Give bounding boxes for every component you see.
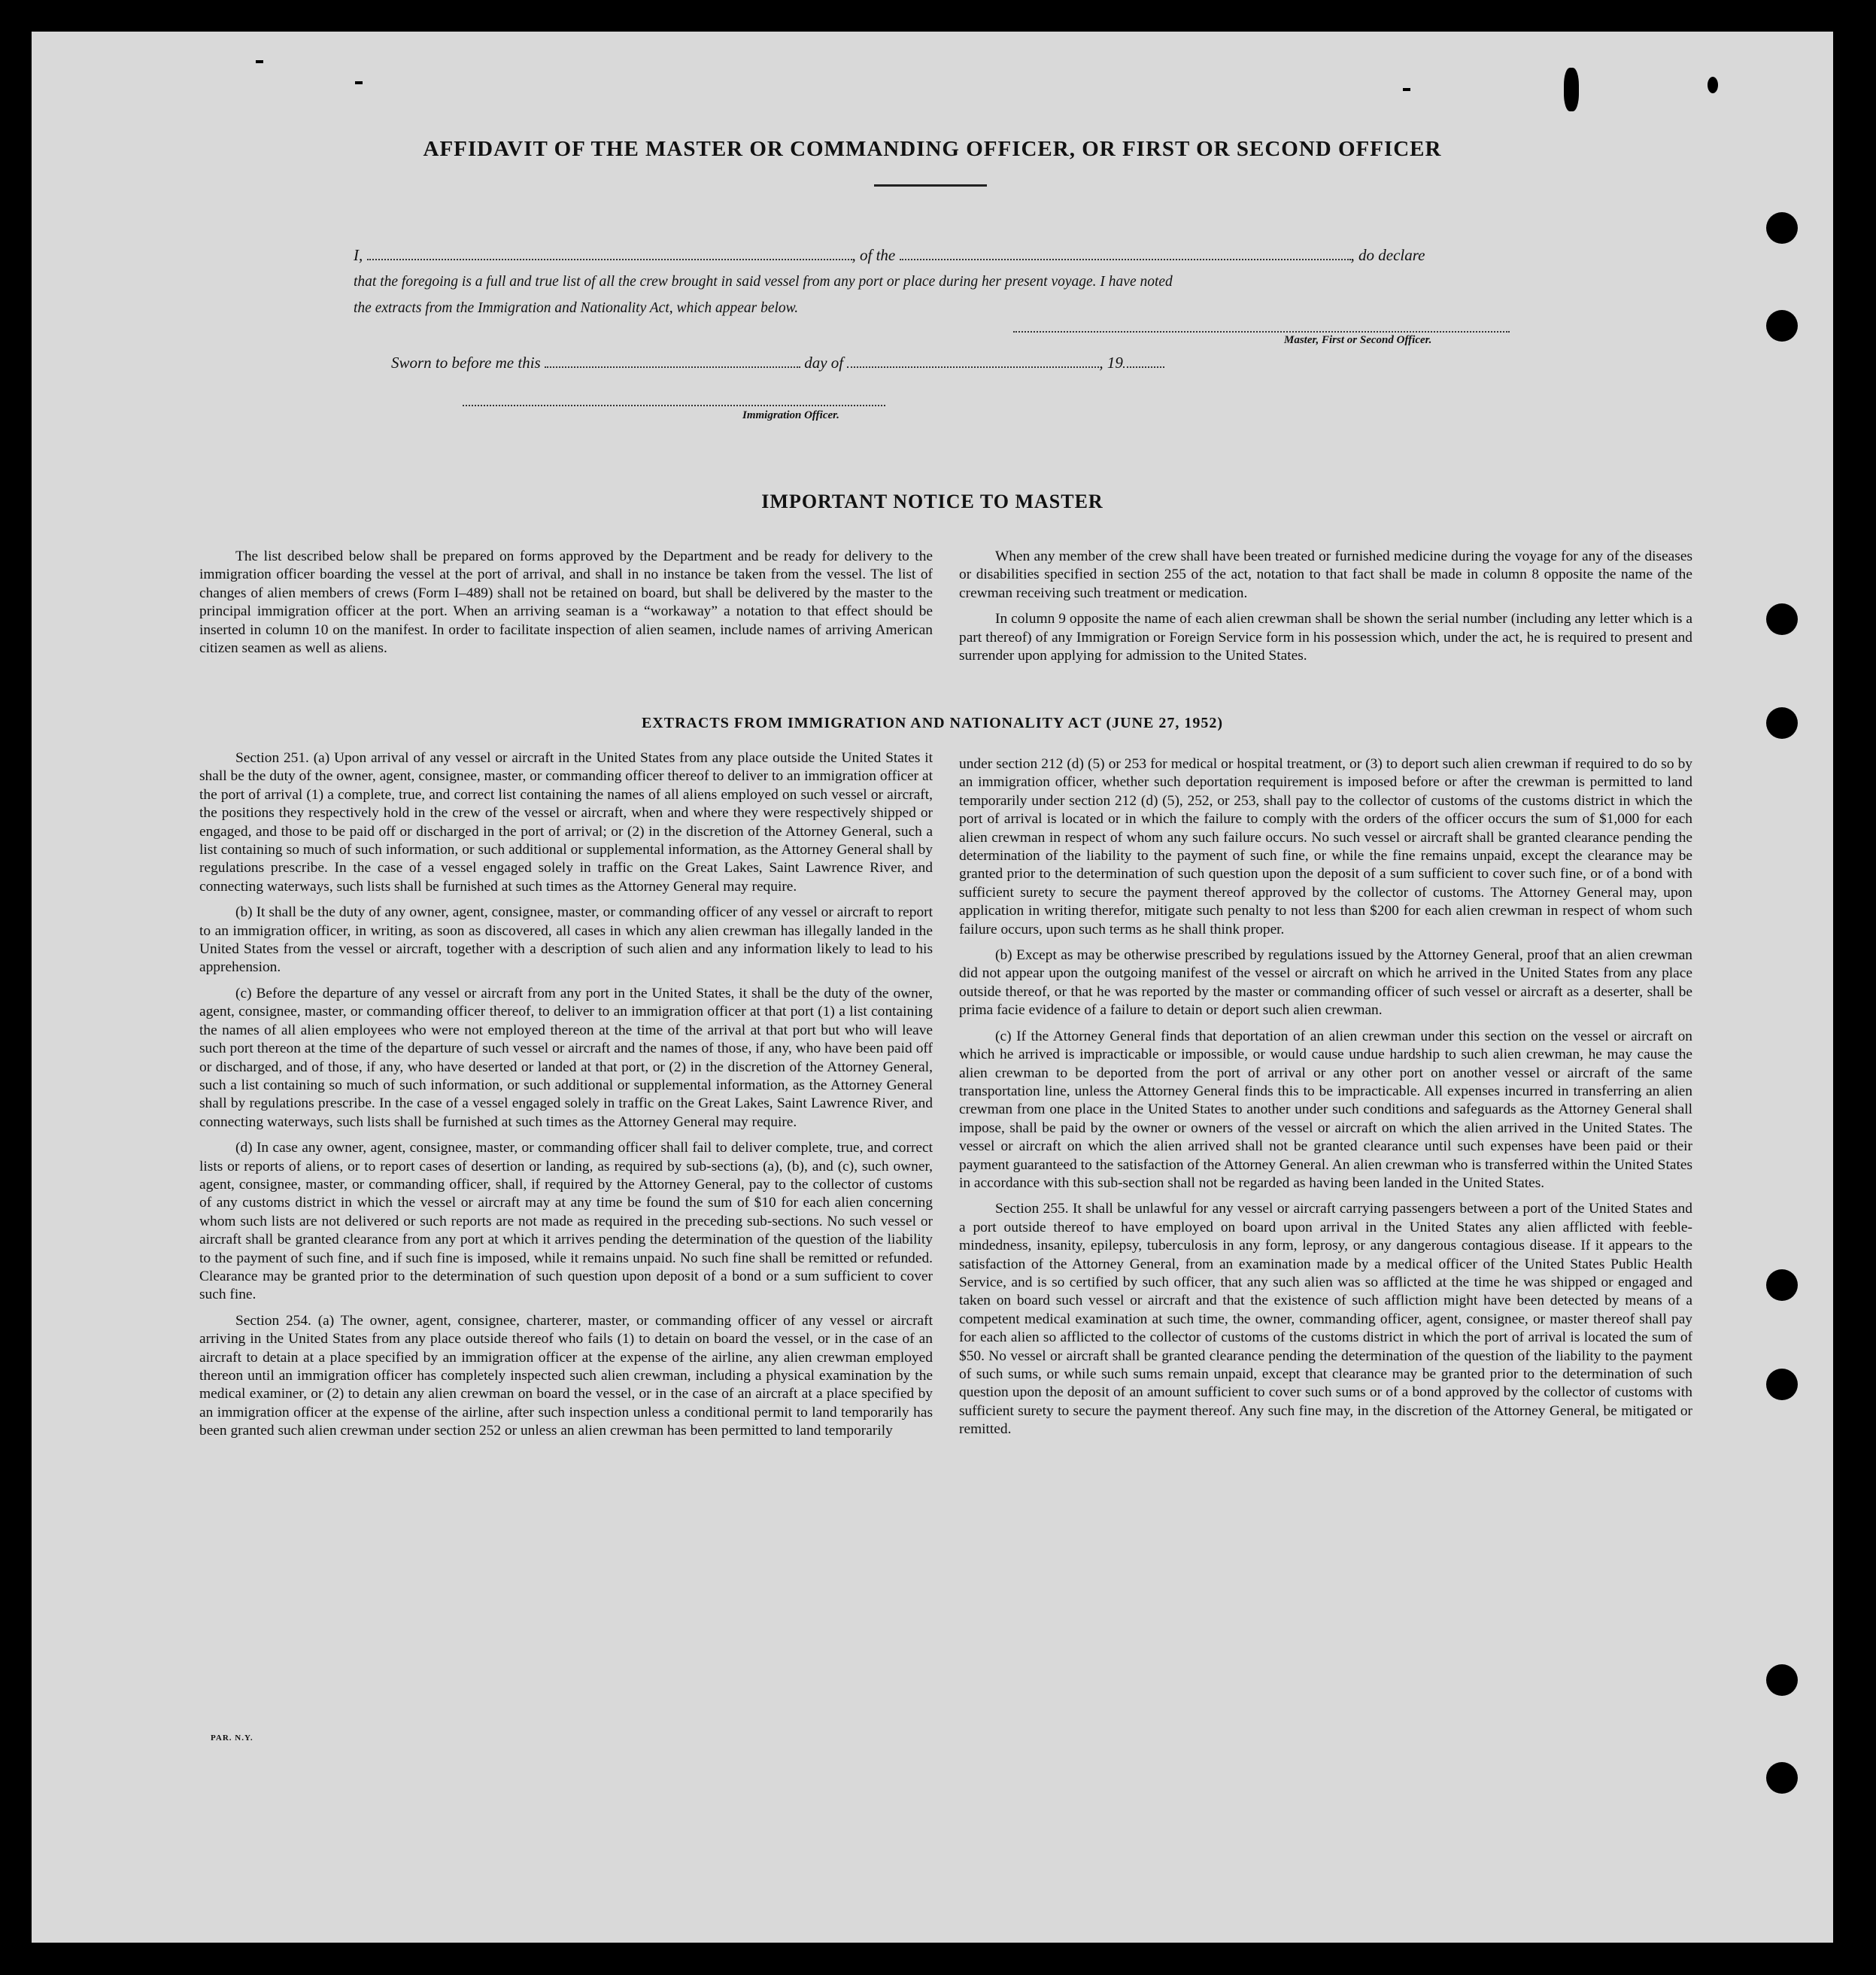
notice-left-paragraph: The list described below shall be prepared on forms approved by the Department and be ready for delivery to the immigration officer boarding the vessel at the port of arrival, and shall in no instance be taken from the vessel. The list of changes of alien members of crews (Form I–489) shall not be retained on board, but shall be delivered by the master to the principal immigration officer at the port. When an arriving seaman is a “workaway” a notation to that effect should be inserted in column 10 on the manifest. In order to facilitate inspection of alien seamen, include names of arriving American citizen seamen as well as aliens. bbox=[199, 548, 933, 657]
section-251-a: Section 251. (a) Upon arrival of any vessel or aircraft in the United States from any place outside the United States it shall be the duty of the owner, agent, consignee, master, or commanding officer thereof to deliver to an immigration officer at the port of arrival (1) a complete, true, and correct list containing the names of all aliens employed on such vessel or aircraft, the positions they respectively hold in the crew of the vessel or aircraft, when and where they were respectively shipped or engaged, and those to be paid off or discharged in the port of arrival; or (2) in the discretion of the Attorney General, such a list containing so much of such information, or such additional or supplemental information, as the Attorney General shall by regulations prescribe. In the case of a vessel engaged solely in traffic on the Great Lakes, Saint Lawrence River, and connecting waterways, such lists shall be furnished at such times as the Attorney General may require. bbox=[199, 750, 933, 895]
section-254-a-continued: under section 212 (d) (5) or 253 for medical or hospital treatment, or (3) to deport such alien crewman if required to do so by an immigration officer, whether such deportation requirement is imposed before or after the crewman is permitted to land temporarily under section 212 (d) (5), 252, or 253, shall pay to the collector of customs of the customs district in which the port of arrival is located or in which the failure to comply with the orders of the officer occurs the sum of $1,000 for each alien crewman in respect of whom any such failure occurs. No such vessel or aircraft shall be granted clearance pending the determination of the liability to the payment of such fine, or while the fine remains unpaid, except the clearance may be granted prior to the determination of such question upon the deposit of a sum sufficient to cover such fine, or of a bond with sufficient surety to secure the payment thereof approved by the collector of customs. The Attorney General may, upon application in writing therefor, mitigate such penalty to not less than $200 for each alien crewman in respect of whom such failure occurs, upon such terms as he shall think proper. bbox=[959, 756, 1692, 937]
declaration-line-3: the extracts from the Immigration and Nationality Act, which appear below. bbox=[354, 300, 799, 316]
officer-signature-line[interactable] bbox=[463, 405, 885, 406]
printer-mark: PAR. N.Y. bbox=[211, 1733, 253, 1743]
sworn-day-blank[interactable] bbox=[545, 366, 800, 368]
declaration-i: I, bbox=[354, 246, 363, 264]
scan-smudge bbox=[1564, 68, 1579, 111]
notice-right-paragraph-2: In column 9 opposite the name of each alien crewman shall be shown the serial number (including any letter which is a part thereof) of any Immigration or Foreign Service form in his possession which, under the act, he is required to present and surrender upon applying for admission to the United States. bbox=[959, 611, 1692, 664]
day-of-text: day of bbox=[804, 354, 844, 372]
declaration-of-the: , of the bbox=[851, 246, 896, 264]
section-251-d: (d) In case any owner, agent, consignee, master, or commanding officer shall fail to deliver complete, true, and correct lists or reports of aliens, or to report cases of desertion or landing, as required by sub-sections (a), (b), and (c), such owner, agent, consignee, master, or commanding officer, shall, if required by the Attorney General, pay to the collector of customs of any customs district in which the vessel or aircraft may at any time be found the sum of $10 for each alien concerning whom such lists are not delivered or such reports are not made as required in the preceding sub-sections. No such vessel or aircraft shall be granted clearance from any port at which it arrives pending the determination of the question of the liability to the payment of such fine, and if such fine is imposed, while it remains unpaid. No such fine shall be remitted or refunded. Clearance may be granted prior to the determination of such question upon deposit of a bond or a sum sufficient to cover such fine. bbox=[199, 1140, 933, 1303]
binder-hole bbox=[1766, 603, 1798, 635]
notice-title: IMPORTANT NOTICE TO MASTER bbox=[761, 491, 1103, 512]
declaration-line-2: that the foregoing is a full and true list of all the crew brought in said vessel from any port or place during her present voyage. I have noted bbox=[354, 274, 1173, 290]
section-255: Section 255. It shall be unlawful for any vessel or aircraft carrying passengers between a port of the United States and a port outside thereof to have employed on board upon arrival in the United States any alien afflicted with feeble-mindedness, insanity, epilepsy, tuberculosis in any form, leprosy, or any dangerous contagious disease. If it appears to the satisfaction of the Attorney General, from an examination made by a medical officer of the United States Public Health Service, and is so certified by such officer, that any such alien was so afflicted at the time he was shipped or engaged and taken on board such vessel or aircraft and that the existence of such affliction might have been detected by means of a competent medical examination at such time, the owner, commanding officer, agent, consignee, or master thereof shall pay for each alien so afflicted to the collector of customs of the customs district in which the port of arrival is located the sum of $50. No vessel or aircraft shall be granted clearance pending the determination of the question of the liability to the payment of such sums, or while such sums remain unpaid, except that clearance may be granted prior to the determination of such question upon the deposit of an amount sufficient to cover such sums or of a bond approved by the collector of customs with sufficient surety to secure the payment thereof. Any such fine may, in the discretion of the Attorney General, be mitigated or remitted. bbox=[959, 1201, 1692, 1438]
sworn-line bbox=[391, 354, 1595, 372]
year-prefix-text: , 19 bbox=[1099, 354, 1123, 372]
binder-hole bbox=[1766, 707, 1798, 739]
name-blank[interactable] bbox=[367, 259, 852, 260]
scan-smudge bbox=[1403, 88, 1410, 91]
declaration-line-1 bbox=[354, 246, 1557, 265]
section-254-b: (b) Except as may be otherwise prescribed by regulations issued by the Attorney General, proof that an alien crewman did not appear upon the outgoing manifest of the vessel or aircraft on which he arrived in the United States from any place outside thereof, or that he was reported by the master or commanding officer of such vessel or aircraft as a deserter, shall be prima facie evidence of a failure to detain or deport such alien crewman. bbox=[959, 947, 1692, 1019]
binder-hole bbox=[1766, 310, 1798, 342]
binder-hole bbox=[1766, 1269, 1798, 1301]
scan-smudge bbox=[355, 81, 363, 84]
section-251-b: (b) It shall be the duty of any owner, agent, consignee, master, or commanding officer of any vessel or aircraft to report to an immigration officer, in writing, as soon as discovered, all cases in which any alien crewman has illegally landed in the United States from the vessel or aircraft, together with a description of such alien and any information likely to lead to his apprehension. bbox=[199, 904, 933, 976]
extracts-left-column bbox=[199, 749, 933, 1448]
binder-hole bbox=[1766, 1762, 1798, 1794]
sworn-month-blank[interactable] bbox=[847, 366, 1099, 368]
officer-signature-caption: Immigration Officer. bbox=[742, 409, 839, 421]
vessel-blank[interactable] bbox=[900, 259, 1351, 260]
binder-hole bbox=[1766, 1369, 1798, 1400]
section-251-c: (c) Before the departure of any vessel or aircraft from any port in the United States, it shall be the duty of the owner, agent, consignee, master, or commanding officer thereof, to deliver to an immigration officer at that port (1) a list containing the names of all alien employees who were not employed thereon at the time of the arrival at that port but who will leave such port thereon at the time of the departure of such vessel or aircraft and the names of those, if any, who have been paid off or discharged, and of those, if any, who have deserted or landed at that port, or (2) in the discretion of the Attorney General, such a list containing so much of such information, or such additional or supplemental information, as the Attorney General shall by regulations prescribe. In the case of a vessel engaged solely in traffic on the Great Lakes, Saint Lawrence River, and connecting waterways, such lists shall be furnished at such times as the Attorney General may require. bbox=[199, 985, 933, 1130]
section-254-a: Section 254. (a) The owner, agent, consignee, charterer, master, or commanding officer of any vessel or aircraft arriving in the United States from any place outside thereof who fails (1) to detain on board the vessel, or in the case of an aircraft to detain at a place specified by an immigration officer at the expense of the airline, any alien crewman employed thereon until an immigration officer has completely inspected such alien crewman, including a physical examination by the medical examiner, or (2) to detain any alien crewman on board the vessel, or in the case of an aircraft at a place specified by an immigration officer at the expense of the airline, after such inspection unless a conditional permit to land temporarily has been granted such alien crewman under section 252 or unless an alien crewman has been permitted to land temporarily bbox=[199, 1312, 933, 1439]
title-rule bbox=[874, 184, 987, 187]
master-signature-caption: Master, First or Second Officer. bbox=[1284, 334, 1432, 346]
sworn-year-blank[interactable] bbox=[1123, 366, 1164, 368]
extracts-title: EXTRACTS FROM IMMIGRATION AND NATIONALITY ACT (JUNE 27, 1952) bbox=[641, 715, 1224, 731]
binder-hole bbox=[1766, 212, 1798, 244]
section-254-c: (c) If the Attorney General finds that deportation of an alien crewman under this section on the vessel or aircraft on which he arrived is impracticable or impossible, or would cause undue hardship to such alien crewman, he may cause the alien crewman to be deported from the port of arrival or any other port on another vessel or aircraft of the same transportation line, unless the Attorney General finds this to be impracticable. All expenses incurred in transferring an alien crewman from one place in the United States to another under such conditions and safeguards as the Attorney General shall impose, shall be paid by the owner or owners of the vessel or aircraft on which the alien arrived in the United States. The vessel or aircraft on which the alien arrived shall not be granted clearance until such expenses have been paid or their payment guaranteed to the satisfaction of the Attorney General. An alien crewman who is transferred within the United States in accordance with this sub-section shall not be regarded as having been landed in the United States. bbox=[959, 1028, 1692, 1191]
notice-right-column bbox=[959, 548, 1692, 673]
master-signature-line[interactable] bbox=[1013, 331, 1510, 333]
document-page bbox=[32, 32, 1833, 1943]
sworn-text: Sworn to before me this bbox=[391, 354, 541, 372]
scan-smudge bbox=[1708, 77, 1718, 93]
affidavit-title: AFFIDAVIT OF THE MASTER OR COMMANDING OFFICER, OR FIRST OR SECOND OFFICER bbox=[423, 137, 1442, 161]
extracts-right-column bbox=[959, 755, 1692, 1447]
binder-hole bbox=[1766, 1664, 1798, 1696]
scan-smudge bbox=[256, 60, 263, 63]
notice-left-column bbox=[199, 548, 933, 665]
declaration-do-declare: , do declare bbox=[1350, 246, 1425, 264]
notice-right-paragraph-1: When any member of the crew shall have been treated or furnished medicine during the voyage for any of the diseases or disabilities specified in section 255 of the act, notation to that fact shall be made in column 8 opposite the name of the crewman receiving such treatment or medication. bbox=[959, 548, 1692, 601]
